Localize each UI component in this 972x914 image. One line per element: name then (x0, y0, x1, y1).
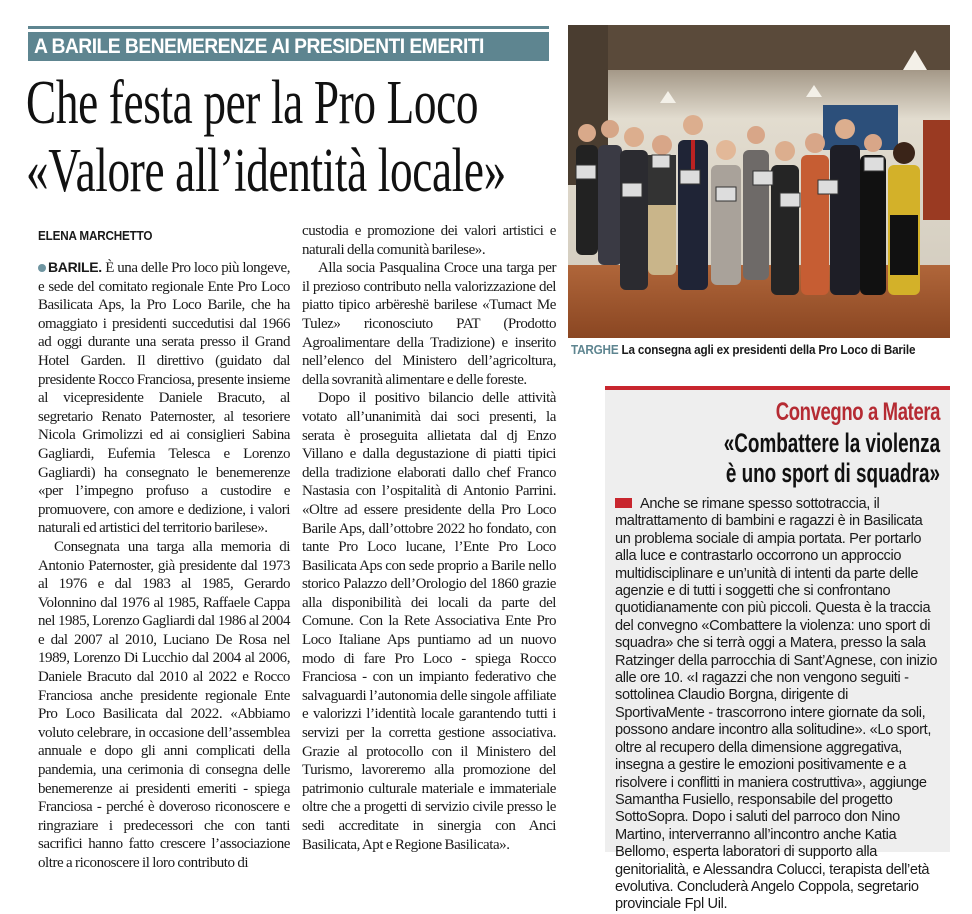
headline-line-1: Che festa per la Pro Loco (26, 69, 479, 137)
caption-text: La consegna agli ex presidenti della Pro Loco di Barile (621, 342, 916, 357)
sidebar-box (605, 386, 950, 913)
group-photo (568, 25, 950, 338)
sidebar-body (615, 496, 940, 914)
paragraph-text: È una delle Pro loco più longeve, e sede del comitato regionale Ente Pro Loco Basilicata Aps, la Pro Loco Barile, che ha omaggiato i presidenti succedutisi dal 1966 ad oggi durante una serata presso il Grand Hotel Garden. Il direttivo (guidato dal presidente Rocco Franciosa, presente insieme al vicepresidente Daniele Bracuto, al segretario Renato Paternoster, al tesoriere Nicola Grimolizzi ed ai consiglieri Sabina Gagliardi, Eufemia Telesca e Lorenzo Gagliardi) ha consegnato le benemerenze «per l’impegno profuso a custodire e promuovere, con amore e dedizione, i valori naturali ed artistici del territorio barilese». (38, 260, 290, 537)
red-square-icon (615, 498, 632, 508)
sidebar-kicker: Convegno a Matera (775, 398, 940, 426)
photo-caption (571, 342, 915, 357)
headline-line-2: «Valore all’identità locale» (26, 137, 506, 205)
photo-illustration (568, 25, 950, 338)
kicker-text: A BARILE BENEMERENZE AI PRESIDENTI EMERITI (34, 35, 484, 58)
sidebar-title-line-1: «Combattere la violenza (723, 428, 940, 458)
article-paragraph: Alla socia Pasqualina Croce una targa per il prezioso contributo nella valorizzazione del piatto tipico arbëreshë barilese «Tumact Me Tulez» riconosciuto PAT (Prodotto Agroalimentare della Tradizione) e inserito nell’elenco del Ministero dell’agricoltura, della sovranità alimentare e delle foreste. (302, 260, 556, 388)
dateline: BARILE. (48, 259, 102, 275)
bullet-dot-icon (38, 264, 46, 272)
article-column-1 (38, 259, 290, 873)
article-column-2 (302, 222, 556, 854)
sidebar-title-line-2: è uno sport di squadra» (725, 458, 940, 488)
article-paragraph: Dopo il positivo bilancio delle attività votato all’unanimità dai soci presenti, la serata è proseguita allietata dal dj Enzo Villano e dalla degustazione di piatti tipici della tradizione elaborati dallo chef Franco Nastasia con l’ospitalità di Antonio Parrini. «Oltre ad essere presidente della Pro Loco Barile Aps, dall’ottobre 2022 ho fondato, con tante Pro Loco lucane, l’Ente Pro Loco Basilicata Aps con sede proprio a Barile nello storico Palazzo dell’Orologio del 1860 grazie alla disponibilità dei locali da parte del Comune. Con la Rete Associativa Ente Pro Loco Italiane Aps puntiamo ad un nuovo modo di fare Pro Loco - spiega Rocco Franciosa - con un impianto federativo che salvaguardi l’autonomia delle singole affiliate e valorizzi l’identità locale garantendo tutti i servizi per la corretta gestione associativa. Grazie al protocollo con il Ministero del Turismo, lavoreremo alla promozione del patrimonio culturale materiale e immateriale oltre che a progetti di servizio civile presso le sedi accreditate in sinergia con Anci Basilicata, Apt e Regione Basilicata». (302, 390, 556, 853)
byline: ELENA MARCHETTO (38, 228, 153, 243)
article-paragraph (38, 259, 290, 538)
article-paragraph: Consegnata una targa alla memoria di Antonio Paternoster, già presidente dal 1973 al 1976 e dal 1983 al 1985, Gerardo Volonnino dal 1976 al 1985, Raffaele Cappa nel 1985, Lorenzo Gagliardi dal 1986 al 2004 e dal 2007 al 2010, Luciano De Rosa nel 1989, Lorenzo Di Lucchio dal 2004 al 2006, Daniele Bracuto dal 2010 al 2022 e Rocco Franciosa anche presidente regionale Ente Pro Loco Basilicata dal 2022. «Abbiamo voluto celebrare, in occasione dell’assemblea annuale e dopo gli anni complicati della pandemia, una cerimonia di consegna delle benemerenze ai presidenti emeriti - spiega Franciosa - perché è doveroso riconoscere e ringraziare i predecessori che con tanti sacrifici hanno fatto crescere l’associazione oltre a riconoscere il loro contributo di (38, 538, 290, 871)
section-kicker (28, 26, 549, 61)
article-paragraph: custodia e promozione dei valori artistici e naturali della comunità barilese». (302, 223, 556, 258)
caption-tag: TARGHE (571, 342, 619, 357)
sidebar-body-text: Anche se rimane spesso sottotraccia, il maltrattamento di bambini e ragazzi è in Basilicata un problema sociale di ampia portata. Per portarlo alla luce e contrastarlo occorrono un approccio multidisciplinare e un’unità di intenti da parte delle agenzie e di tutti i soggetti che si confrontano quotidianamente con più piccoli. Questa è la traccia del convegno «Combattere la violenza: uno sport di squadra» che si terrà oggi a Matera, presso la sala Ratzinger della parrocchia di Sant’Agnese, con inizio alle ore 10. «I ragazzi che non vengono seguiti - sottolinea Claudio Borgna, dirigente di SportivaMente - trascorrono intere giornate da soli, possono andare incontro alla solitudine». «Lo sport, oltre al recupero della dimensione aggregativa, insegna a gestire le emozioni positivamente e a risolvere i conflitti in maniera costruttiva», aggiunge Samantha Fusiello, responsabile del progetto SottoSopra. Dopo i saluti del parroco don Nino Martino, interverranno all’incontro anche Katia Bellomo, esperta laboratori di supporto alla genitorialità, e Alessandra Colucci, terapista dell’età evolutiva. Concluderà Angelo Coppola, segretario provinciale Fpl Uil. (615, 496, 938, 913)
